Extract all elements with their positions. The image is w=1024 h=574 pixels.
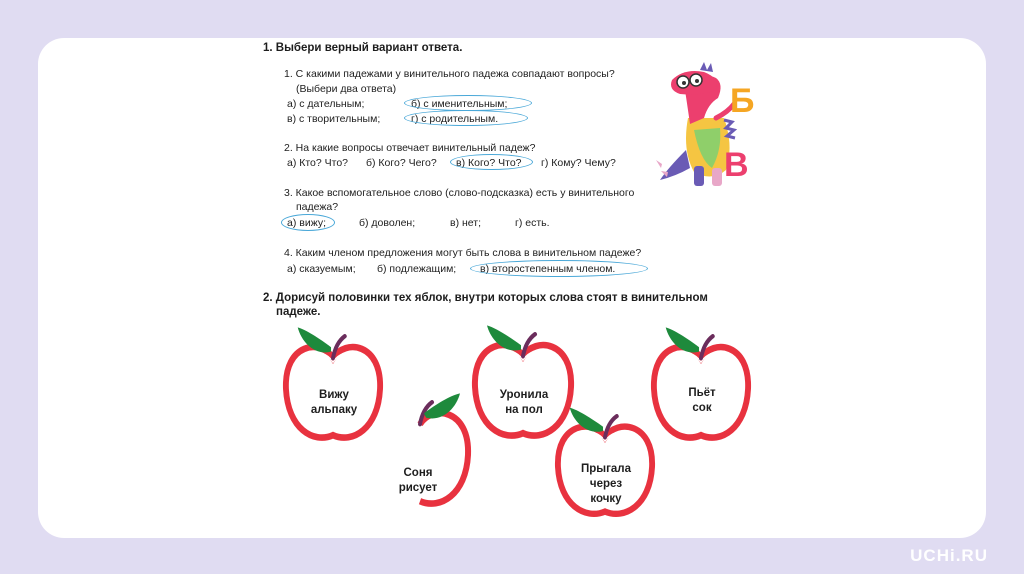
q3-option-g: г) есть. xyxy=(515,217,550,229)
apple-label-1: Вижу альпаку xyxy=(310,389,358,416)
apple-label-5: Пьёт сок xyxy=(688,387,716,414)
letter-v: В xyxy=(724,146,749,184)
q4-option-v: в) второстепенным членом. xyxy=(480,263,616,275)
q2-option-a: а) Кто? Что? xyxy=(287,157,349,169)
q4-option-a: а) сказуемым; xyxy=(287,263,356,275)
q3-option-v: в) нет; xyxy=(450,217,482,229)
uchi-logo: UCHi.RU xyxy=(910,546,988,565)
apple-label-2: Соня рисует xyxy=(398,467,438,494)
apple-label-4: Прыгала через кочку xyxy=(581,463,631,505)
q2-option-b: б) Кого? Чего? xyxy=(366,157,437,169)
q3-option-b: б) доволен; xyxy=(359,217,416,229)
task2-title-line2: падеже. xyxy=(276,306,321,318)
task1-title: 1. Выбери верный вариант ответа. xyxy=(263,42,463,54)
apple-3 xyxy=(475,325,571,435)
apple-label-3: Уронила на пол xyxy=(499,389,549,416)
q1-text: 1. С какими падежами у винительного падежа совпадают вопросы? xyxy=(284,68,615,80)
q4-option-b: б) подлежащим; xyxy=(377,263,457,275)
q2-text: 2. На какие вопросы отвечает винительный падеж? xyxy=(284,142,536,154)
q4-text: 4. Каким членом предложения могут быть слова в винительном падеже? xyxy=(284,247,642,259)
q1-option-b: б) с именительным; xyxy=(411,98,508,110)
q3-line2: падежа? xyxy=(296,201,339,213)
task2-title-line1: 2. Дорисуй половинки тех яблок, внутри которых слова стоят в винительном xyxy=(263,292,708,304)
q2-option-v: в) Кого? Что? xyxy=(456,157,522,169)
q2-option-g: г) Кому? Чему? xyxy=(541,157,616,169)
letter-b: Б xyxy=(730,82,755,120)
q1-option-g: г) с родительным. xyxy=(411,113,499,125)
q1-hint: (Выбери два ответа) xyxy=(296,83,397,95)
q3-line1: 3. Какое вспомогательное слово (слово-подсказка) есть у винительного xyxy=(284,187,635,199)
apple-1 xyxy=(286,327,380,437)
apple-5 xyxy=(654,327,748,437)
q1-option-v: в) с творительным; xyxy=(287,113,381,125)
q3-option-a: а) вижу; xyxy=(287,217,327,229)
q1-option-a: а) с дательным; xyxy=(287,98,365,110)
